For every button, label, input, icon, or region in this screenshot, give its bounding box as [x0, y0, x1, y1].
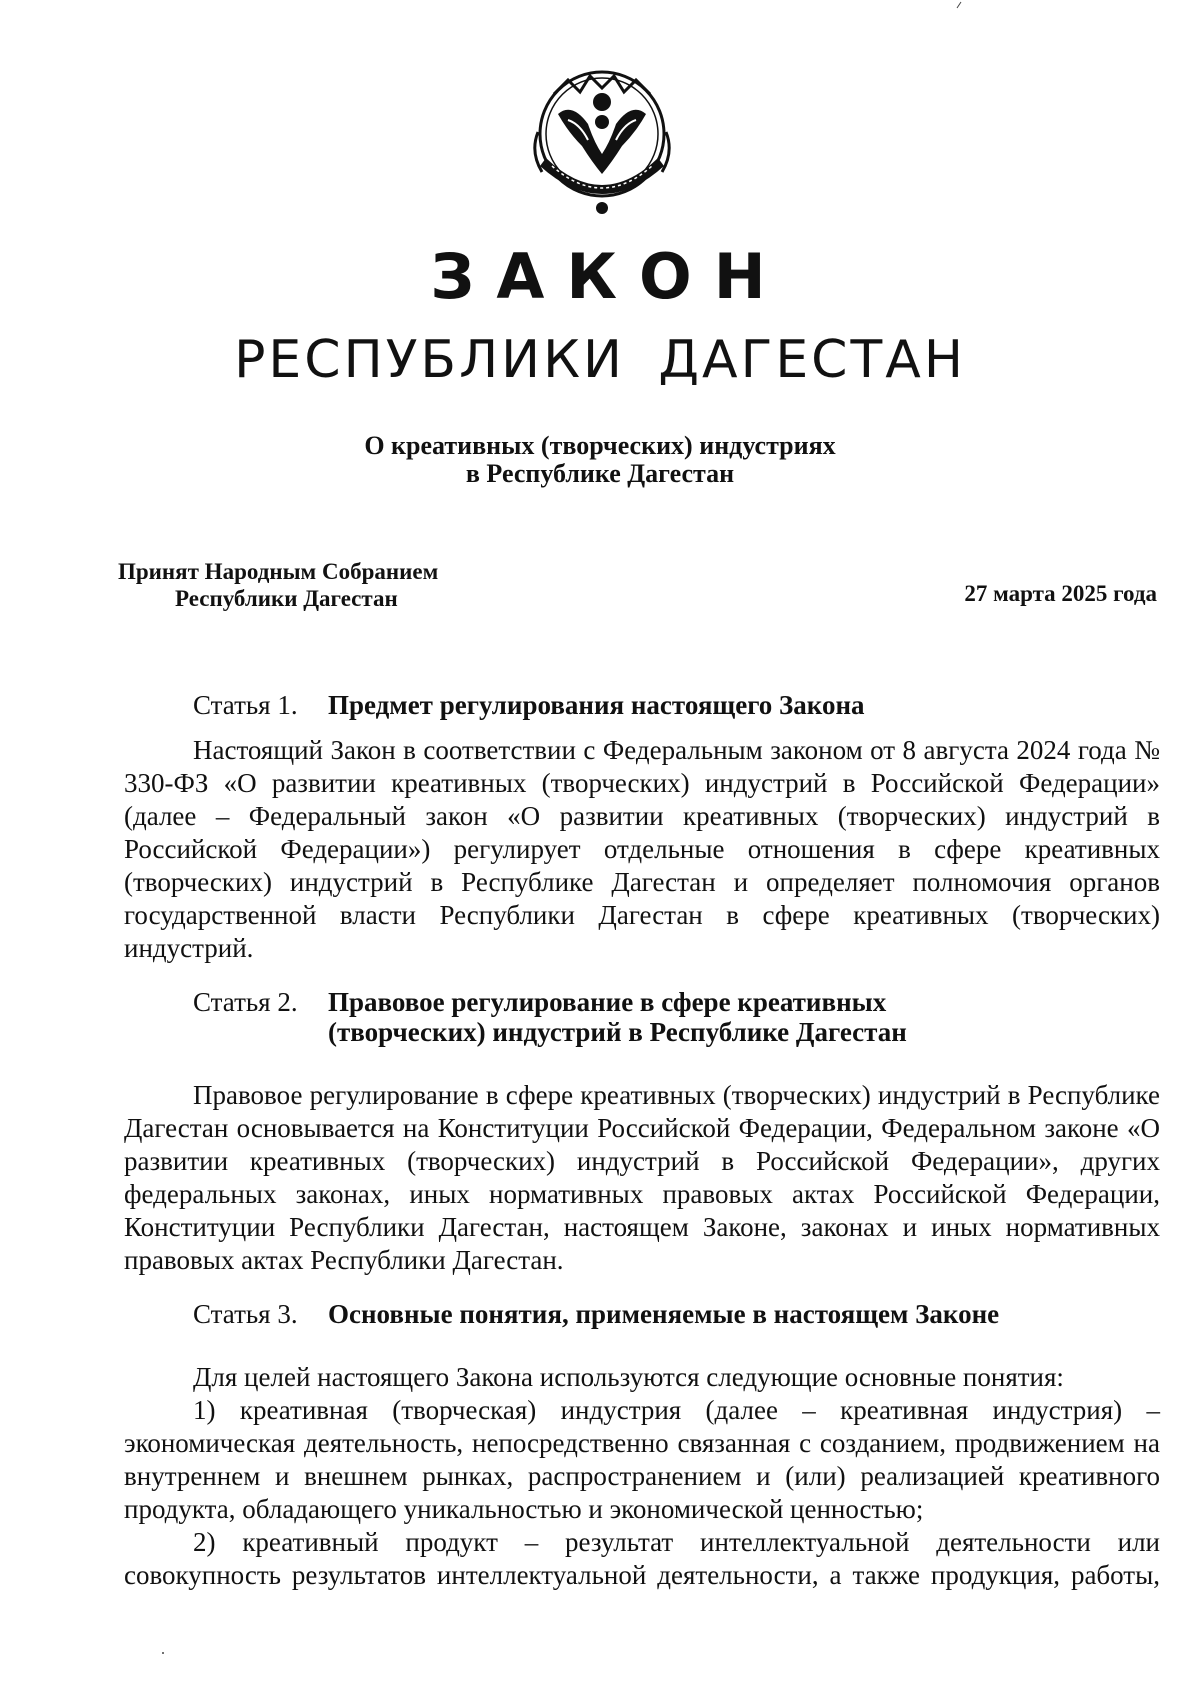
- article-2-title-line-2: (творческих) индустрий в Республике Дагестан: [328, 1017, 907, 1047]
- article-3-definition-2: 2) креативный продукт – результат интеллектуальной деятельности или совокупность результатов интеллектуальной деятельности, а также продукция, работы,: [124, 1527, 1160, 1590]
- document-name-line-2: в Республике Дагестан: [465, 459, 735, 488]
- document-name-line-1: О креативных (творческих) индустриях: [364, 431, 836, 460]
- law-title: ЗАКОН: [430, 240, 788, 313]
- article-3-paragraph-intro: Для целей настоящего Закона используются следующие основные понятия:: [193, 1362, 1064, 1392]
- article-2-paragraph: Правовое регулирование в сфере креативных (творческих) индустрий в Республике Дагестан основывается на Конституции Российской Федерации, Федеральном законе «О развитии креативных (творческих) индустрий в Российской Федерации», других федеральных законах, иных нормативных правовых актах Российской Федерации, Конституции Республики Дагестан, настоящем Законе, законах и иных нормативных правовых актах Республики Дагестан.: [124, 1080, 1160, 1275]
- article-1-number: Статья 1.: [193, 690, 298, 720]
- article-1-title: Предмет регулирования настоящего Закона: [328, 690, 865, 720]
- law-subtitle: РЕСПУБЛИКИ ДАГЕСТАН: [234, 330, 966, 390]
- scan-speck: [955, 0, 965, 10]
- adoption-note: [118, 558, 438, 612]
- coat-of-arms-emblem: [528, 62, 676, 220]
- article-3-definition-1: 1) креативная (творческая) индустрия (далее – креативная индустрия) – экономическая деятельность, непосредственно связанная с созданием, продвижением на внутреннем и внешнем рынках, распространением и (или) реализацией креативного продукта, обладающего уникальностью и экономической ценностью;: [124, 1395, 1160, 1524]
- document-name: [0, 432, 1200, 488]
- adoption-line-1: Принят Народным Собранием: [118, 559, 439, 584]
- article-1-heading: [124, 690, 1160, 720]
- article-3-heading: [124, 1299, 1160, 1329]
- article-3-title: Основные понятия, применяемые в настоящем Законе: [328, 1299, 1000, 1329]
- article-1-paragraph: Настоящий Закон в соответствии с Федеральным законом от 8 августа 2024 года № 330-ФЗ «О развитии креативных (творческих) индустрий в Российской Федерации» (далее – Федеральный закон «О развитии креативных (творческих) индустрий в Российской Федерации») регулирует отдельные отношения в сфере креативных (творческих) индустрий в Республике Дагестан и определяет полномочия органов государственной власти Республики Дагестан в сфере креативных (творческих) индустрий.: [124, 735, 1160, 963]
- article-2-number: Статья 2.: [193, 987, 298, 1017]
- article-2-title: [328, 987, 1128, 1047]
- law-body: [124, 690, 1160, 1592]
- article-3-number: Статья 3.: [193, 1299, 298, 1329]
- scan-speck: [160, 1650, 166, 1656]
- article-2-heading: [124, 987, 1160, 1047]
- adoption-date: 27 марта 2025 года: [964, 581, 1157, 606]
- adoption-line-2: Республики Дагестан: [175, 586, 398, 611]
- article-2-title-line-1: Правовое регулирование в сфере креативных: [328, 987, 887, 1017]
